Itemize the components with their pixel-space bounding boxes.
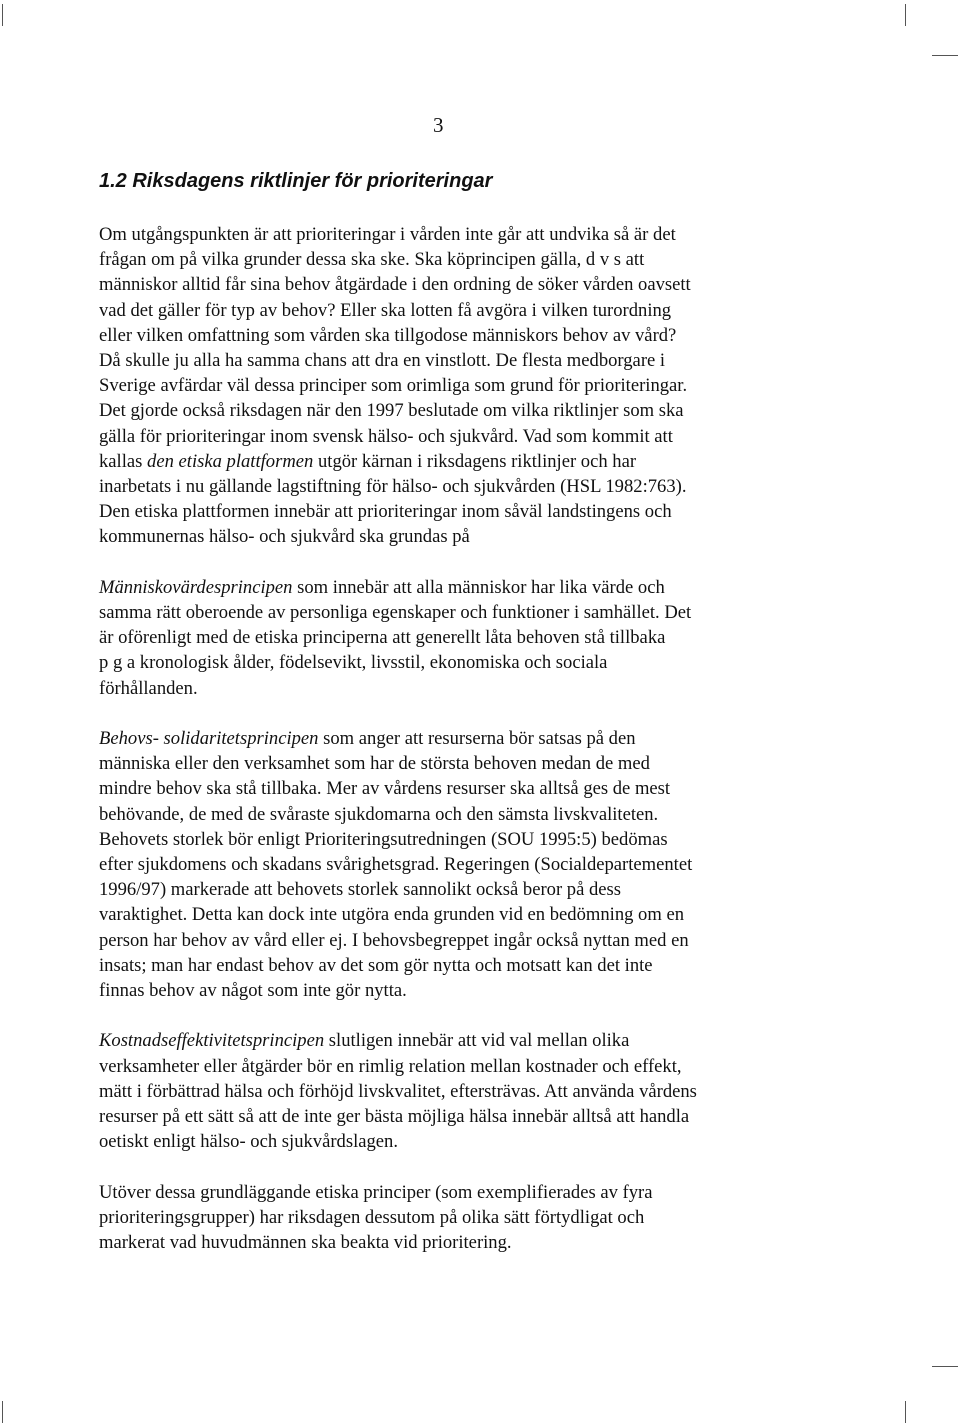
paragraph-human-dignity-principle	[99, 575, 819, 701]
text-line: mätt i förbättrad hälsa och förhöjd livskvalitet, eftersträvas. Att använda vårdens	[99, 1080, 697, 1102]
text-line: kommunernas hälso- och sjukvård ska grundas på	[99, 526, 470, 548]
page-number: 3	[433, 113, 444, 137]
text-run: som innebär att alla människor har lika värde och	[292, 576, 665, 598]
paragraph-need-solidarity-principle	[99, 726, 819, 1003]
text-line: Utöver dessa grundläggande etiska principer (som exemplifierades av fyra	[99, 1181, 653, 1203]
text-line: Då skulle ju alla ha samma chans att dra en vinstlott. De flesta medborgare i	[99, 350, 666, 372]
text-line: finnas behov av något som inte gör nytta.	[99, 980, 407, 1002]
text-line: gälla för prioriteringar inom svensk hälso- och sjukvård. Vad som kommit att	[99, 425, 673, 447]
italic-term: Behovs- solidaritetsprincipen	[99, 728, 319, 750]
text-line: resurser på ett sätt så att de inte ger bästa möjliga hälsa innebär alltså att handla	[99, 1106, 690, 1128]
text-line	[99, 1028, 819, 1053]
text-line: frågan om på vilka grunder dessa ska ske. Ska köprincipen gälla, d v s att	[99, 249, 645, 271]
text-line: markerat vad huvudmännen ska beakta vid prioritering.	[99, 1232, 512, 1254]
italic-term: Kostnadseffektivitetsprincipen	[99, 1030, 325, 1052]
body-text	[99, 222, 819, 1255]
text-line: människa eller den verksamhet som har de största behoven medan de med	[99, 753, 650, 775]
text-line: samma rätt oberoende av personliga egenskaper och funktioner i samhället. Det	[99, 602, 692, 624]
text-line: inarbetats i nu gällande lagstiftning för hälso- och sjukvården (HSL 1982:763).	[99, 476, 687, 498]
text-line	[99, 449, 819, 474]
text-line: Det gjorde också riksdagen när den 1997 beslutade om vilka riktlinjer som ska	[99, 400, 684, 422]
text-line: Sverige avfärdar väl dessa principer som orimliga som grund för prioriteringar.	[99, 375, 688, 397]
text-line: prioriteringsgrupper) har riksdagen dessutom på olika sätt förtydligat och	[99, 1206, 645, 1228]
italic-term: Människovärdesprincipen	[99, 576, 293, 598]
text-line: p g a kronologisk ålder, födelsevikt, livsstil, ekonomiska och sociala	[99, 652, 608, 674]
crop-mark-bottom-right-vertical	[905, 1401, 906, 1423]
text-line: Om utgångspunkten är att prioriteringar i vården inte går att undvika så är det	[99, 224, 676, 245]
text-line	[99, 575, 819, 600]
crop-mark-top-right-horizontal	[932, 55, 958, 56]
section-heading: 1.2 Riksdagens riktlinjer för prioriteringar	[99, 170, 493, 192]
text-line: förhållanden.	[99, 677, 198, 699]
paragraph-cost-effectiveness-principle	[99, 1028, 819, 1154]
text-line: oetiskt enligt hälso- och sjukvårdslagen.	[99, 1131, 398, 1153]
text-line: mindre behov ska stå tillbaka. Mer av vårdens resurser ska alltså ges de mest	[99, 778, 671, 800]
text-run: slutligen innebär att vid val mellan olika	[324, 1030, 630, 1052]
text-line: 1996/97) markerade att behovets storlek sannolikt också beror på dess	[99, 879, 622, 901]
text-line: person har behov av vård eller ej. I behovsbegreppet ingår också nyttan med en	[99, 929, 689, 951]
text-run: kallas	[99, 450, 148, 472]
text-line: människor alltid får sina behov åtgärdade i den ordning de söker vården oavsett	[99, 274, 691, 296]
text-line: är oförenligt med de etiska principerna att generellt låta behoven stå tillbaka	[99, 627, 666, 649]
text-line: vad det gäller för typ av behov? Eller ska lotten få avgöra i vilken turordning	[99, 299, 672, 321]
paragraph-intro	[99, 222, 819, 550]
crop-mark-bottom-left	[2, 1401, 3, 1423]
paragraph-conclusion	[99, 1180, 819, 1256]
text-line	[99, 726, 819, 751]
crop-mark-top-left	[2, 4, 3, 26]
text-run: utgör kärnan i riksdagens riktlinjer och har	[313, 450, 637, 472]
text-line: insats; man har endast behov av det som gör nytta och motsatt kan det inte	[99, 954, 653, 976]
text-line: verksamheter eller åtgärder bör en rimlig relation mellan kostnader och effekt,	[99, 1055, 682, 1077]
crop-mark-top-right-vertical	[905, 4, 906, 26]
text-line: eller vilken omfattning som vården ska tillgodose människors behov av vård?	[99, 324, 677, 346]
text-line: Den etiska plattformen innebär att prioriteringar inom såväl landstingens och	[99, 501, 672, 523]
text-run: som anger att resurserna bör satsas på den	[318, 728, 636, 750]
text-line: efter sjukdomens och skadans svårighetsgrad. Regeringen (Socialdepartementet	[99, 854, 693, 876]
text-line: behövande, de med de svåraste sjukdomarna och den sämsta livskvaliteten.	[99, 803, 659, 825]
italic-term: den etiska plattformen	[147, 450, 314, 472]
crop-mark-bottom-right-horizontal	[932, 1366, 958, 1367]
text-line: varaktighet. Detta kan dock inte utgöra enda grunden vid en bedömning om en	[99, 904, 685, 926]
text-line: Behovets storlek bör enligt Prioriteringsutredningen (SOU 1995:5) bedömas	[99, 828, 668, 850]
